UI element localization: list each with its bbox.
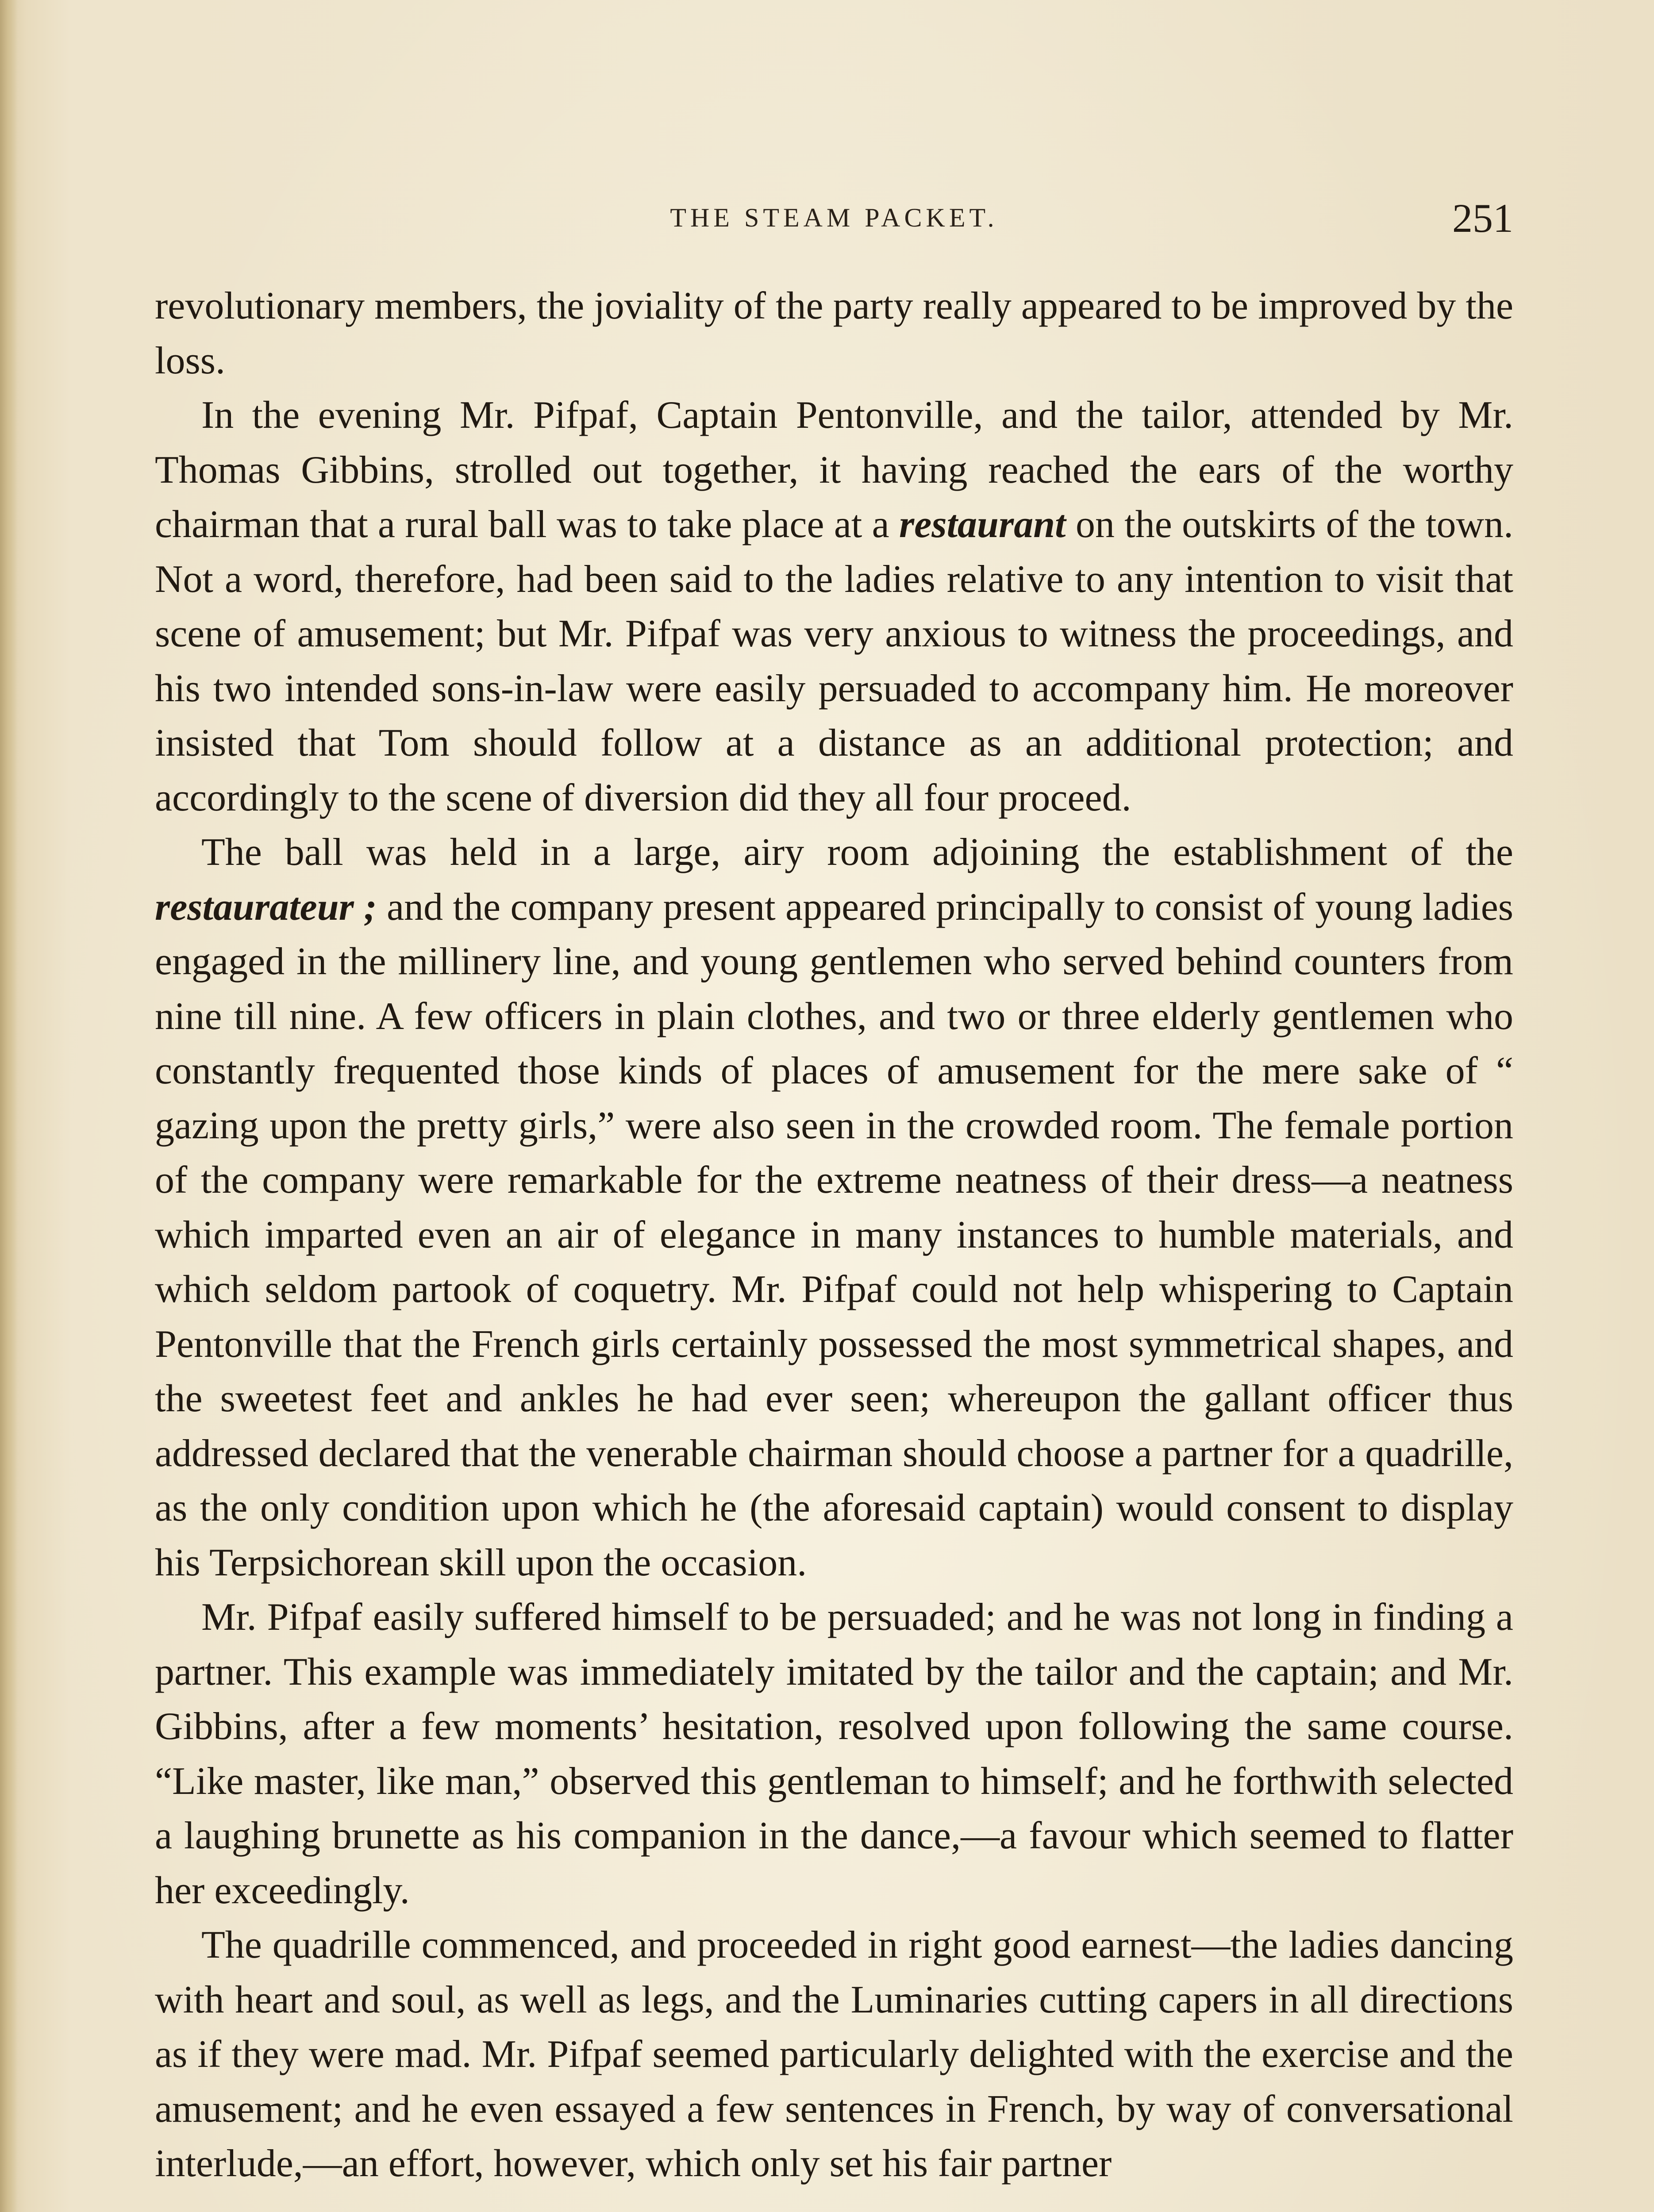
page-number: 251 [1452,196,1513,241]
paragraph-1-text: revolutionary members, the joviality of the party really appeared to be improved by the loss. [155,284,1513,382]
paragraph-4-text: Mr. Pifpaf easily suffered himself to be persuaded; and he was not long in finding a partner. This example was immediately imitated by the tailor and the captain; and Mr. Gibbins, after a few moments’ hesitation, resolved upon following the same course. “Like master, like man,” observed this gentleman to himself; and he forthwith selected a laughing brunette as his companion in the dance,—a favour which seemed to flatter her exceedingly. [155,1596,1513,1912]
paragraph-3-text-a: The ball was held in a large, airy room adjoining the establishment of the [201,831,1513,874]
paragraph-5-text: The quadrille commenced, and proceeded in right good earnest—the ladies dancing with heart and soul, as well as legs, and the Luminaries cutting capers in all directions as if they were mad. Mr. Pifpaf seemed particularly delighted with the exercise and the amusement; and he even essayed a few sentences in French, by way of conversational interlude,—an effort, however, which only set his fair partner [155,1924,1513,2185]
page-gutter-shadow [0,0,18,2212]
paragraph-2 [155,388,1513,825]
paragraph-2-text-b: on the outskirts of the town. Not a word, therefore, had been said to the ladies relative to any intention to visit that scene of amusement; but Mr. Pifpaf was very anxious to witness the proceedings, and his two intended sons-in-law were easily persuaded to accompany him. He moreover insisted that Tom should follow at a distance as an additional protection; and accordingly to the scene of diversion did they all four proceed. [155,503,1514,819]
body-text [155,279,1513,2191]
paragraph-3 [155,825,1513,1590]
paragraph-5 [155,1918,1513,2191]
paragraph-3-text-b: and the company present appeared principally to consist of young ladies engaged in the millinery line, and young gentlemen who served behind counters from nine till nine. A few officers in plain clothes, and two or three elderly gentlemen who constantly frequented those kinds of places of amusement for the mere sake of “ gazing upon the pretty girls,” were also seen in the crowded room. The female portion of the company were remarkable for the extreme neatness of their dress—a neatness which imparted even an air of elegance in many instances to humble materials, and which seldom partook of coquetry. Mr. Pifpaf could not help whispering to Captain Pentonville that the French girls certainly possessed the most symmetrical shapes, and the sweetest feet and ankles he had ever seen; whereupon the gallant officer thus addressed declared that the venerable chairman should choose a partner for a quadrille, as the only condition upon which he (the aforesaid captain) would consent to display his Terpsichorean skill upon the occasion. [155,885,1513,1584]
running-title: THE STEAM PACKET. [670,203,998,232]
paragraph-1 [155,279,1513,388]
paragraph-3-italic: restaurateur ; [155,885,377,929]
paragraph-2-text-a: In the evening Mr. Pifpaf, Captain Pentonville, and the tailor, attended by Mr. Thomas Gibbins, strolled out together, it having reached the ears of the worthy chairman that a rural ball was to take place at a [155,394,1513,546]
paragraph-2-italic: restaurant [899,503,1066,546]
paragraph-4 [155,1590,1513,1918]
page-header [155,195,1513,248]
